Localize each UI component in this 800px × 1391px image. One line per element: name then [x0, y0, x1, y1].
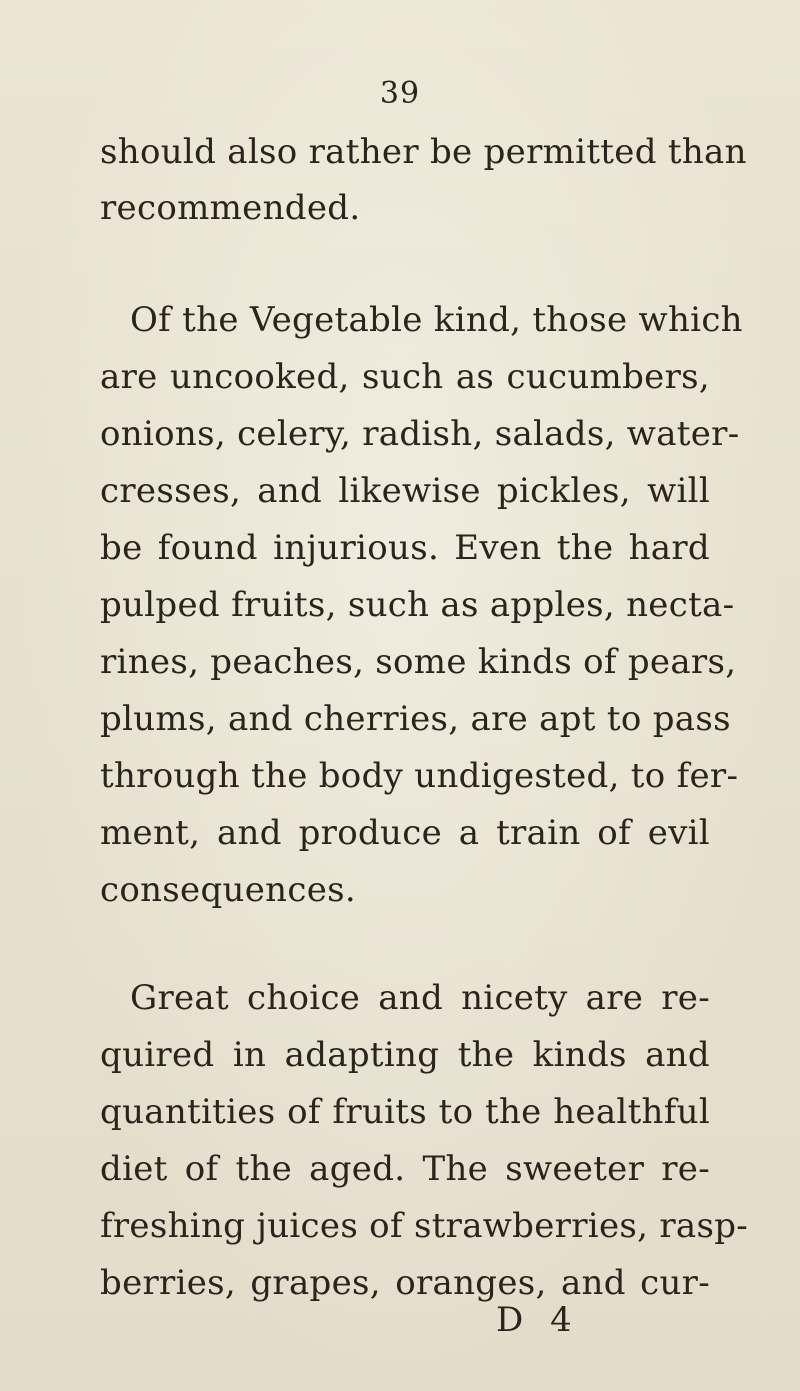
text-line: recommended. [100, 188, 361, 228]
text-line: diet of the aged. The sweeter re- [100, 1149, 710, 1189]
text-line: berries, grapes, oranges, and cur- [100, 1263, 710, 1303]
text-line: quantities of fruits to the healthful [100, 1092, 710, 1132]
text-line: quired in adapting the kinds and [100, 1035, 710, 1075]
text-line: be found injurious. Even the hard [100, 528, 710, 568]
page-number: 39 [379, 76, 421, 111]
text-line: consequences. [100, 870, 356, 910]
text-line: pulped fruits, such as apples, necta- [100, 585, 735, 625]
text-line: Great choice and nicety are re- [130, 978, 710, 1018]
signature-mark: D 4 [496, 1300, 580, 1340]
text-line: are uncooked, such as cucumbers, [100, 357, 710, 397]
text-line: freshing juices of strawberries, rasp- [100, 1206, 749, 1246]
text-line: should also rather be permitted than [100, 132, 747, 172]
text-line: onions, celery, radish, salads, water- [100, 414, 740, 454]
text-line: cresses, and likewise pickles, will [100, 471, 710, 511]
text-line: Of the Vegetable kind, those which [130, 300, 743, 340]
text-line: plums, and cherries, are apt to pass [100, 699, 731, 739]
text-line: rines, peaches, some kinds of pears, [100, 642, 737, 682]
text-line: ment, and produce a train of evil [100, 813, 710, 853]
text-line: through the body undigested, to fer- [100, 756, 739, 796]
